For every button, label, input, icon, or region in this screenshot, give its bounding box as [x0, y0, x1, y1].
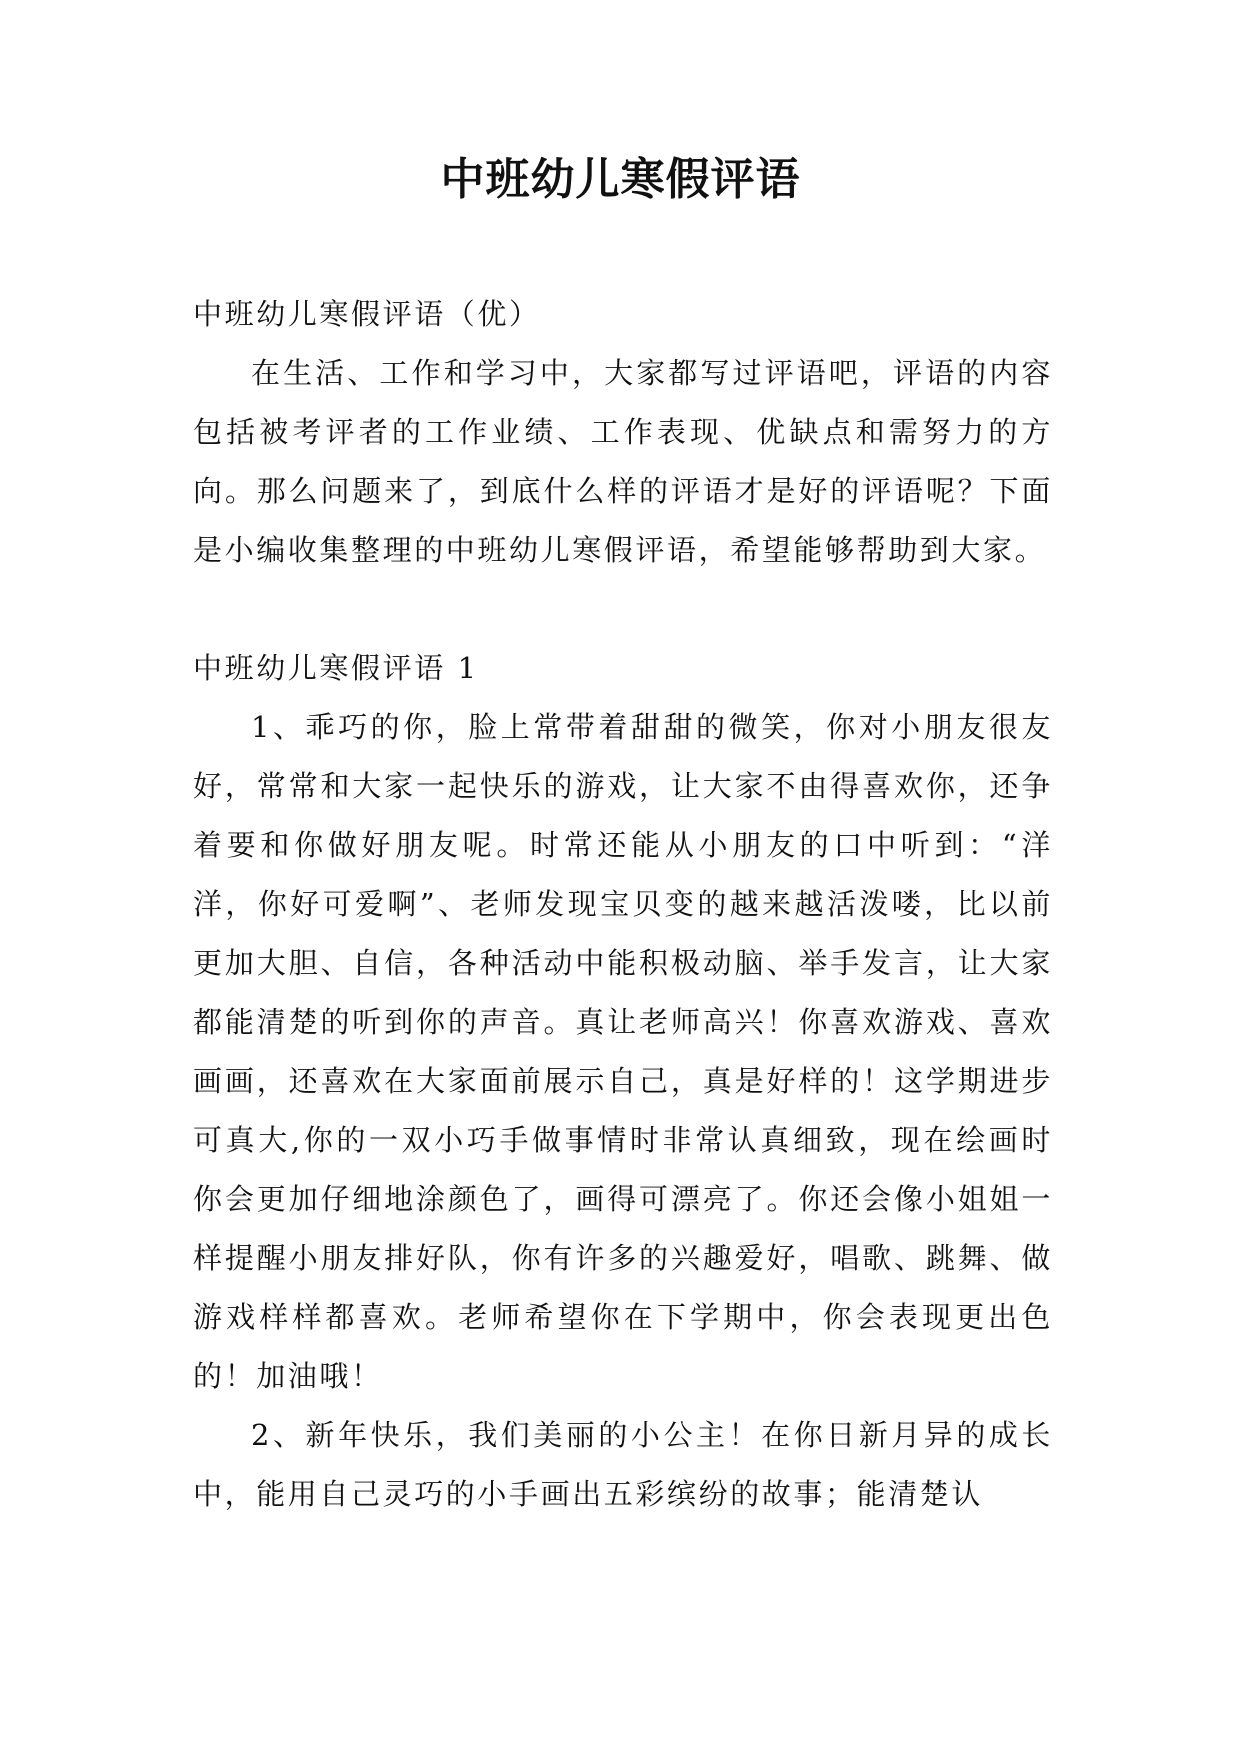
document-body [193, 285, 1053, 1524]
section-intro [193, 285, 1053, 580]
section-comments-1 [193, 639, 1053, 1524]
section-spacer [193, 580, 1053, 639]
section-heading: 中班幼儿寒假评语（优） [193, 297, 541, 331]
section-heading: 中班幼儿寒假评语 1 [193, 651, 479, 685]
comment-paragraph-2: 2、新年快乐，我们美丽的小公主！在你日新月异的成长中，能用自己灵巧的小手画出五彩缤纷的故事；能清楚认 [193, 1418, 1053, 1511]
comment-paragraph-1: 1、乖巧的你，脸上常带着甜甜的微笑，你对小朋友很友好，常常和大家一起快乐的游戏，让大家不由得喜欢你，还争着要和你做好朋友呢。时常还能从小朋友的口中听到：“洋洋，你好可爱啊”、老师发现宝贝变的越来越活泼喽，比以前更加大胆、自信，各种活动中能积极动脑、举手发言，让大家都能清楚的听到你的声音。真让老师高兴！你喜欢游戏、喜欢画画，还喜欢在大家面前展示自己，真是好样的！这学期进步可真大,你的一双小巧手做事情时非常认真细致，现在绘画时你会更加仔细地涂颜色了，画得可漂亮了。你还会像小姐姐一样提醒小朋友排好队，你有许多的兴趣爱好，唱歌、跳舞、做游戏样样都喜欢。老师希望你在下学期中，你会表现更出色的！加油哦！ [193, 710, 1053, 1393]
intro-paragraph: 在生活、工作和学习中，大家都写过评语吧，评语的内容包括被考评者的工作业绩、工作表现、优缺点和需努力的方向。那么问题来了，到底什么样的评语才是好的评语呢？下面是小编收集整理的中班幼儿寒假评语，希望能够帮助到大家。 [193, 356, 1053, 567]
document-title: 中班幼儿寒假评语 [440, 154, 801, 205]
